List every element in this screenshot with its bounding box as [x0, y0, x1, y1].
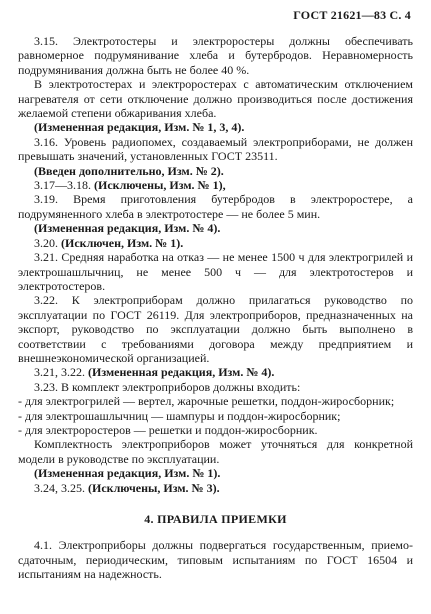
list-item: - для электрогрилей — вертел, жарочные решетки, поддон-жиросборник;	[18, 394, 395, 409]
section-heading: 4. ПРАВИЛА ПРИЕМКИ	[144, 512, 287, 526]
paragraph-3-22: 3.22. К электроприборам должно прилагаться руководство по эксплуатации по ГОСТ 26119. Для электроприборов, предназначенных на экспорт, руководство по эксплуатации должно быть выполнено в соответствии с требованиями договора между предприятием и внешнеэкономической организацией.	[18, 293, 413, 365]
amendment-note: (Измененная редакция, Изм. № 4).	[34, 221, 221, 236]
paragraph-3-21-3-22	[18, 365, 413, 379]
paragraph-3-15-auto: В электротостерах и электроростерах с автоматическим отключением нагревателя от сети отключение должно производиться после достижения желаемой степени обжаривания хлеба.	[18, 77, 413, 121]
document-body	[18, 34, 413, 582]
paragraph-3-20	[18, 236, 413, 250]
paragraph-completeness: Комплектность электроприборов может уточняться для конкретной модели в руководстве по эксплуатации.	[18, 437, 413, 466]
paragraph-3-15: 3.15. Электротостеры и электроростеры должны обеспечивать равномерное подрумянивание хлеба и бутербродов. Неравномерность подрумянивания должна быть не более 40 %.	[18, 34, 413, 77]
paragraph-4-1: 4.1. Электроприборы должны подвергаться государственным, приемо-сдаточным, периодическим, типовым испытаниям по ГОСТ 16504 и испытаниям на надежность.	[18, 538, 413, 582]
paragraph-3-21: 3.21. Средняя наработка на отказ — не менее 1500 ч для электрогрилей и электрошашлычниц, не менее 500 ч — для электротостеров и электротостеров.	[18, 250, 413, 293]
page-header: ГОСТ 21621—83 С. 4	[293, 8, 411, 22]
amendment-note: (Измененная редакция, Изм. № 1, 3, 4).	[34, 120, 245, 135]
paragraph-3-16: 3.16. Уровень радиопомех, создаваемый электроприборами, не должен превышать значений, установленных ГОСТ 23511.	[18, 134, 413, 164]
clause-number: 3.17—3.18.	[34, 178, 94, 193]
clause-number: 3.21, 3.22.	[34, 365, 88, 380]
amendment-note: (Исключены, Изм. № 1),	[94, 178, 226, 193]
amendment-note: (Исключены, Изм. № 3).	[88, 480, 220, 495]
paragraph-3-19: 3.19. Время приготовления бутербродов в электроростере, а подрумяненного хлеба в электротостере — не более 5 мин.	[18, 192, 413, 221]
amendment-note: (Исключен, Изм. № 1).	[61, 235, 184, 250]
list-item: - для электроростеров — решетки и поддон-жиросборник.	[18, 422, 318, 437]
list-item: - для электрошашлычниц — шампуры и поддон-жиросборник;	[18, 408, 341, 423]
amendment-note: (Измененная редакция, Изм. № 1).	[34, 466, 221, 481]
amendment-note: (Измененная редакция, Изм. № 4).	[88, 365, 275, 380]
clause-number: 3.20.	[34, 235, 61, 250]
paragraph-3-24-3-25	[18, 481, 413, 495]
clause-number: 3.24, 3.25.	[34, 480, 88, 495]
amendment-note: (Введен дополнительно, Изм. № 2).	[34, 163, 224, 178]
paragraph-3-17-3-18	[18, 178, 413, 192]
paragraph-3-23: 3.23. В комплект электроприборов должны входить:	[34, 379, 301, 394]
